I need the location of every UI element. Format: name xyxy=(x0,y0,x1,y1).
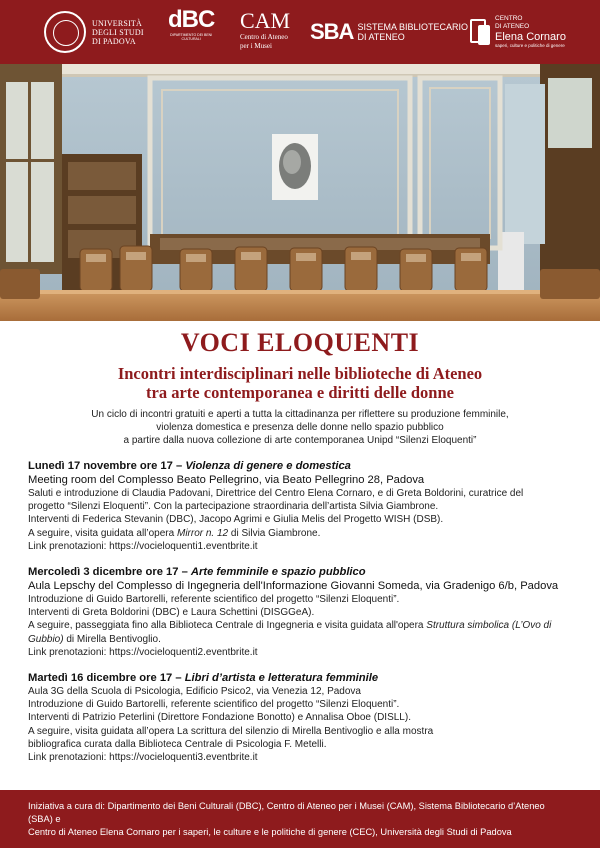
event-2-work-part2: Gubbio) xyxy=(28,633,64,645)
event-1-line1: Saluti e introduzione di Claudia Padovani, Direttrice del Centro Elena Cornaro, e di Greta Boldorini, curatrice del xyxy=(28,488,524,499)
subtitle xyxy=(0,364,600,402)
sba-sub1: SISTEMA BIBLIOTECARIO xyxy=(357,22,468,32)
event-3-line5: bibliografica curata dalla Biblioteca Centrale di Psicologia F. Metelli. xyxy=(28,738,327,750)
event-3-heading xyxy=(28,671,572,685)
intro-line2: violenza domestica e presenza delle donne nello spazio pubblico xyxy=(156,422,444,433)
event-2 xyxy=(0,565,600,659)
event-1-work: Mirror n. 12 xyxy=(176,527,229,539)
event-3-line1: Aula 3G della Scuola di Psicologia, Edificio Psico2, via Venezia 12, Padova xyxy=(28,686,361,698)
event-1 xyxy=(0,459,600,553)
footer-band xyxy=(0,790,600,848)
event-3-line4: A seguire, visita guidata all’opera La scrittura del silenzio di Mirella Bentivoglio e alla mostra xyxy=(28,725,434,737)
footer-line2: Centro di Ateneo Elena Cornaro per i saperi, le culture e le politiche di genere (CEC), Università degli Studi di Padova xyxy=(28,827,512,837)
cec-logo-icon xyxy=(470,19,490,45)
unipd-logo xyxy=(44,10,144,54)
intro-text xyxy=(0,408,600,447)
event-1-line3: Interventi di Federica Stevanin (DBC), Jacopo Agrimi e Giulia Melis del Progetto WISH (DSB). xyxy=(28,514,444,526)
event-1-line4a: A seguire, visita guidata all’opera xyxy=(28,527,175,539)
event-2-line4b: di Mirella Bentivoglio. xyxy=(66,633,161,645)
sba-logo xyxy=(310,10,468,54)
event-1-topic: Violenza di genere e domestica xyxy=(185,460,351,472)
dbc-sub: DIPARTIMENTO DEI BENI CULTURALI xyxy=(170,33,213,41)
event-1-line2: progetto “Silenzi Eloquenti”. Con la partecipazione straordinaria dell’artista Silvia Giambrone. xyxy=(28,501,439,513)
intro-line1: Un ciclo di incontri gratuiti e aperti a tutta la cittadinanza per riflettere su produzione femminile, xyxy=(91,409,509,420)
event-2-line2: Interventi di Greta Boldorini (DBC) e Laura Schettini (DISGGeA). xyxy=(28,607,315,619)
footer-line1: Iniziativa a cura di: Dipartimento dei Beni Culturali (DBC), Centro di Ateneo per i Musei (CAM), Sistema Bibliotecario d’Ateneo (SBA) e xyxy=(28,801,545,824)
event-2-heading xyxy=(28,565,572,579)
event-1-link[interactable]: Link prenotazioni: https://vocieloquenti1.eventbrite.it xyxy=(28,540,258,552)
dbc-mark: dBC xyxy=(168,6,215,33)
hero-photo xyxy=(0,64,600,321)
event-3-when: Martedì 16 dicembre ore 17 – xyxy=(28,672,182,685)
cam-logo xyxy=(240,10,290,54)
unipd-line1: UNIVERSITÀ xyxy=(92,18,142,28)
event-3-link[interactable]: Link prenotazioni: https://vocieloquenti3.eventbrite.it xyxy=(28,752,258,764)
cec-name: Elena Cornaro xyxy=(495,31,566,43)
event-1-line4b: di Silvia Giambrone. xyxy=(230,527,321,539)
event-1-heading xyxy=(28,459,572,473)
intro-line3: a partire dalla nuova collezione di arte contemporanea Unipd “Silenzi Eloquenti” xyxy=(123,435,477,446)
library-room-image xyxy=(0,64,600,321)
event-2-work-part1: Struttura simbolica (L’Ovo di xyxy=(426,620,552,632)
cam-sub1: Centro di Ateneo xyxy=(240,33,288,41)
cec-title1: CENTRO xyxy=(495,15,523,22)
main-content xyxy=(0,321,600,764)
header-band xyxy=(0,0,600,64)
cam-sub2: per i Musei xyxy=(240,42,272,50)
cec-logo xyxy=(470,10,566,54)
event-2-line1: Introduzione di Guido Bartorelli, referente scientifico del progetto “Silenzi Eloquenti”. xyxy=(28,594,400,606)
event-2-when: Mercoledì 3 dicembre ore 17 – xyxy=(28,566,188,579)
cec-sub: saperi, culture e politiche di genere xyxy=(495,43,565,48)
unipd-line2: DEGLI STUDI xyxy=(92,27,144,37)
sba-mark: SBA xyxy=(310,19,354,44)
event-3 xyxy=(0,671,600,764)
event-2-line4 xyxy=(28,633,572,646)
event-2-line3a: A seguire, passeggiata fino alla Biblioteca Centrale di Ingegneria e visita guidata all'opera xyxy=(28,620,424,632)
cam-mark: CAM xyxy=(240,8,291,33)
event-1-place: Meeting room del Complesso Beato Pellegrino, via Beato Pellegrino 28, Padova xyxy=(28,474,425,486)
event-3-line3: Interventi di Patrizio Peterlini (Direttore Fondazione Bonotto) e Annalisa Oboe (DISLL). xyxy=(28,712,411,724)
event-2-link[interactable]: Link prenotazioni: https://vocieloquenti2.eventbrite.it xyxy=(28,646,258,658)
unipd-line3: DI PADOVA xyxy=(92,36,136,46)
dbc-logo xyxy=(168,8,214,52)
event-1-when: Lunedì 17 novembre ore 17 – xyxy=(28,460,183,472)
cec-title2: DI ATENEO xyxy=(495,23,530,30)
event-3-line2: Introduzione di Guido Bartorelli, referente scientifico del progetto “Silenzi Eloquenti”. xyxy=(28,699,400,711)
subtitle-line1: Incontri interdisciplinari nelle biblioteche di Ateneo xyxy=(117,364,483,383)
event-2-place: Aula Lepschy del Complesso di Ingegneria dell'Informazione Giovanni Someda, via Gradenigo 6/b, Padova xyxy=(28,580,559,593)
subtitle-line2: tra arte contemporanea e diritti delle donne xyxy=(146,383,454,402)
page-title: VOCI ELOQUENTI xyxy=(180,328,420,357)
event-2-line3 xyxy=(28,619,572,632)
sba-sub2: DI ATENEO xyxy=(357,32,405,42)
unipd-seal-icon xyxy=(44,11,86,53)
event-1-line4 xyxy=(28,527,572,540)
event-3-topic: Libri d’artista e letteratura femminile xyxy=(184,672,379,685)
event-2-topic: Arte femminile e spazio pubblico xyxy=(190,566,366,579)
